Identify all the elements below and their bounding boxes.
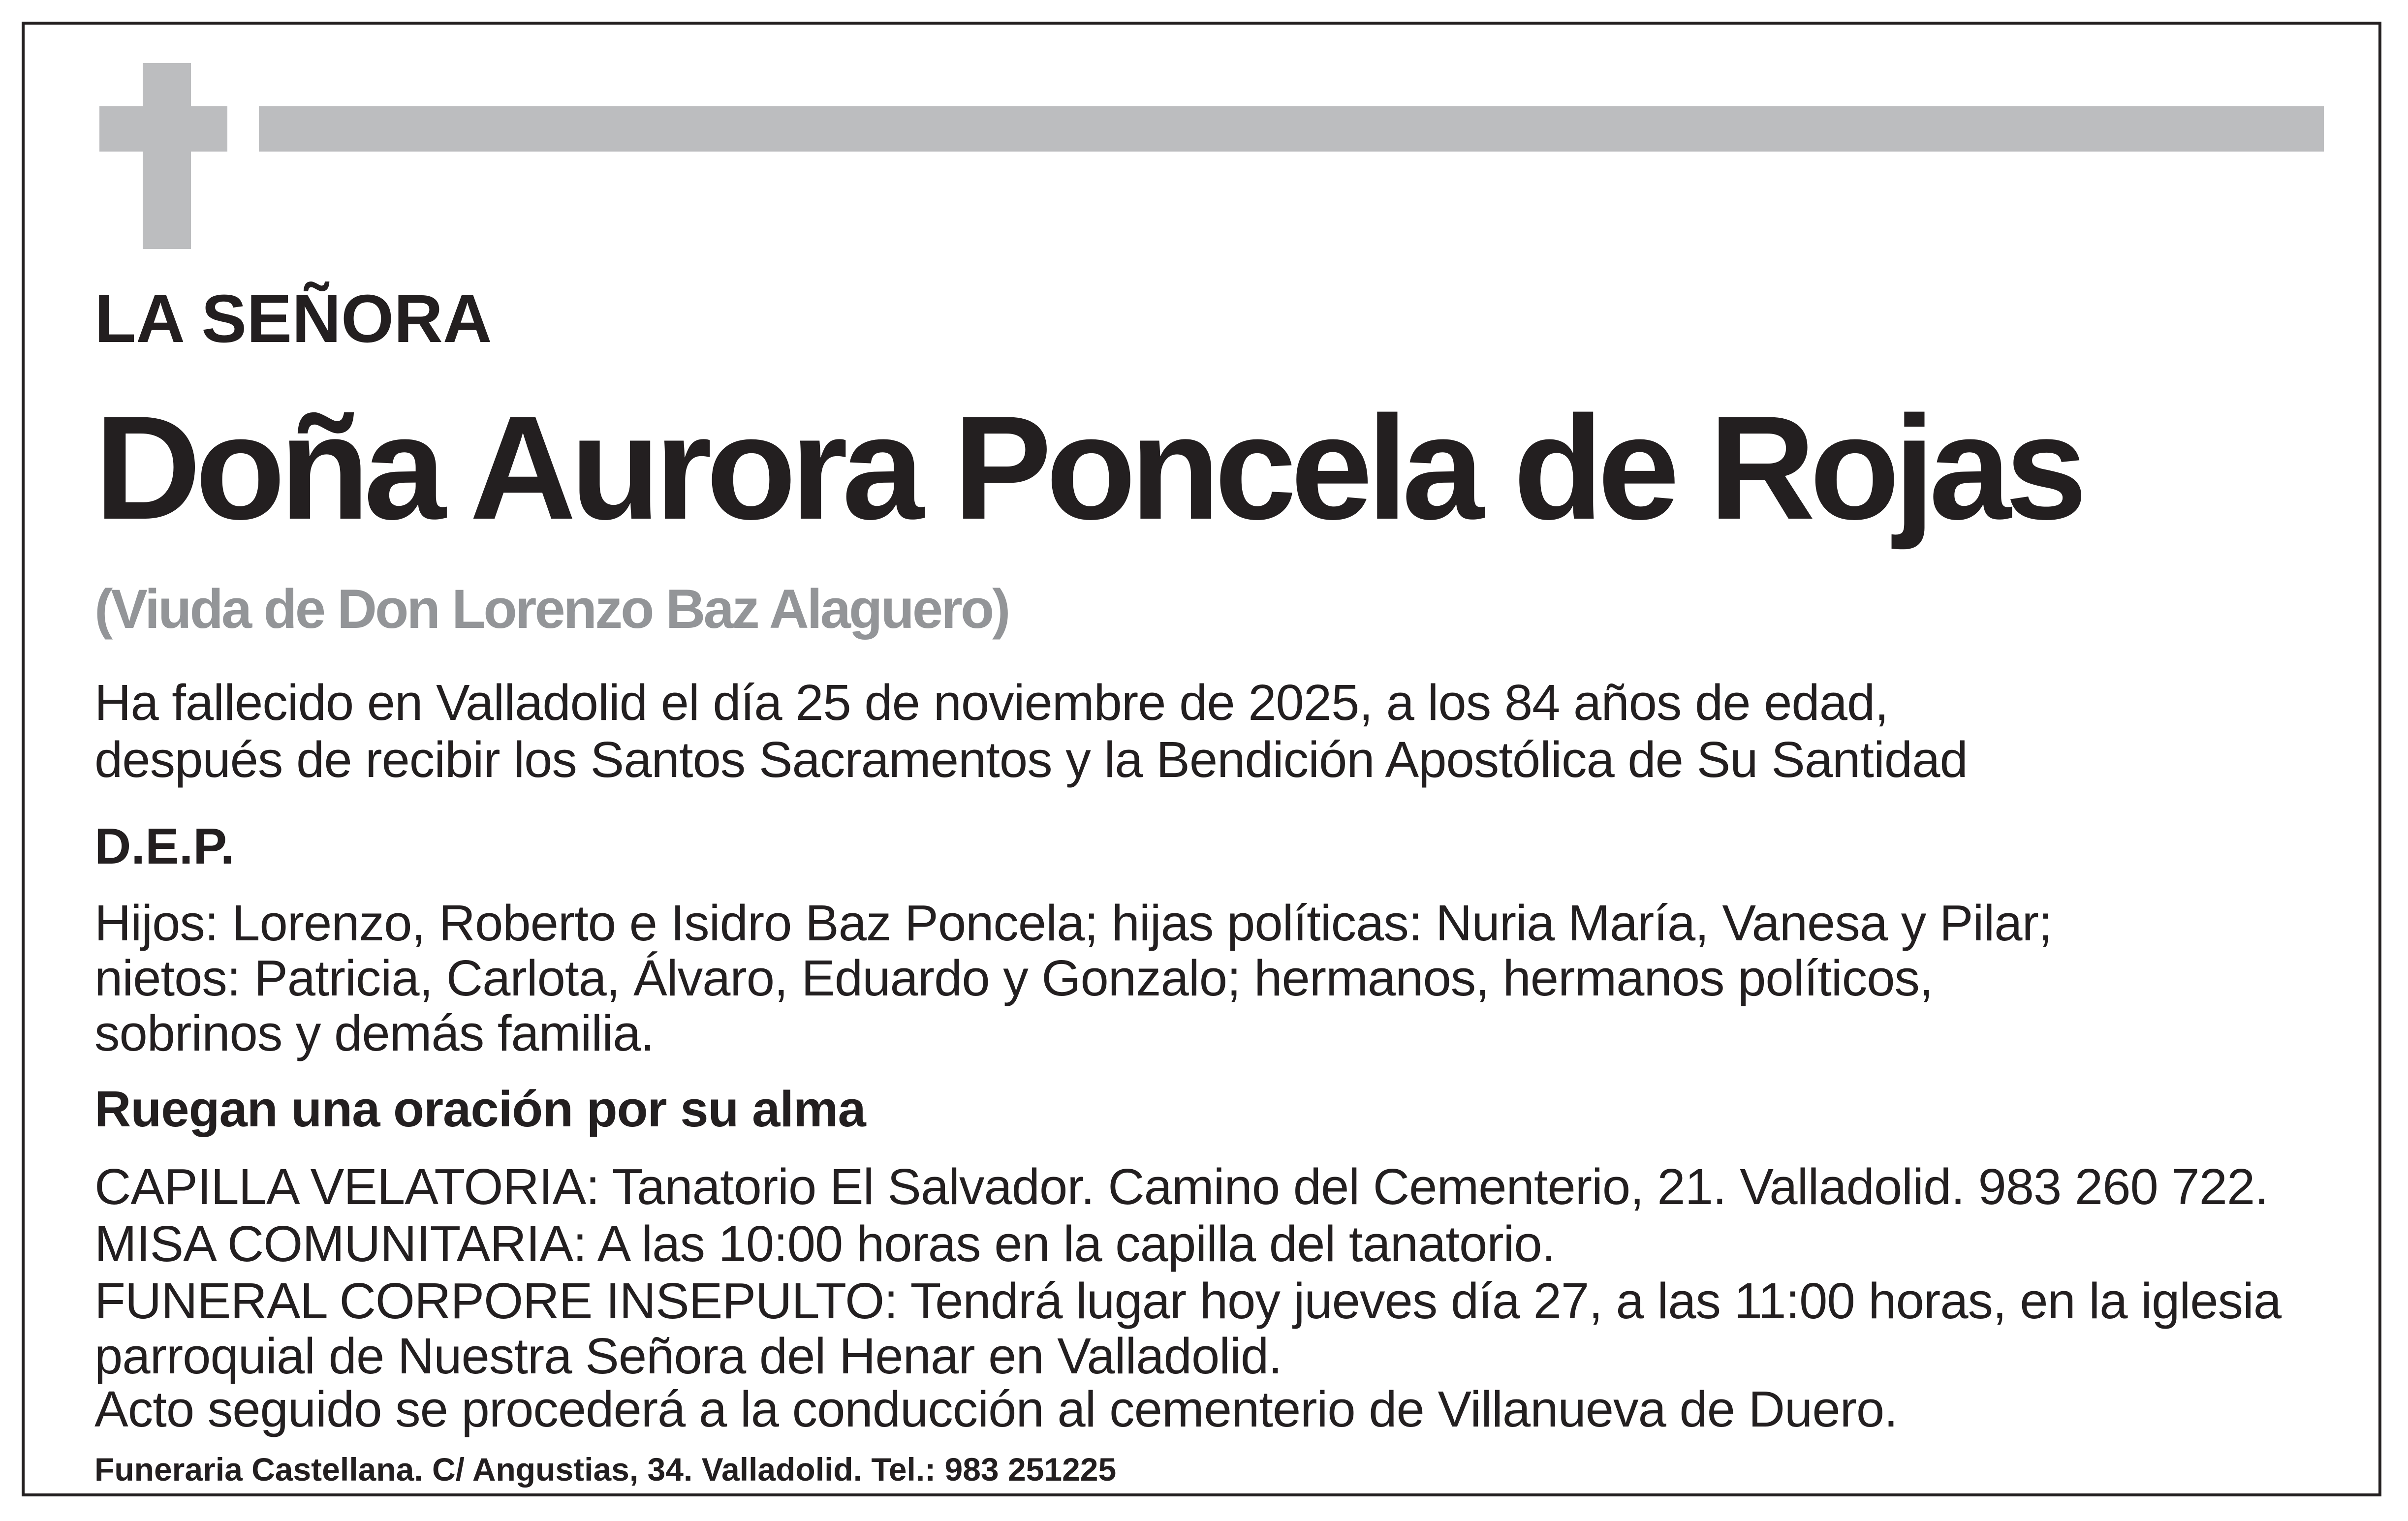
dep-label: D.E.P.	[94, 818, 235, 874]
details-line-3: FUNERAL CORPORE INSEPULTO: Tendrá lugar hoy jueves día 27, a las 11:00 horas, en la iglesia	[94, 1273, 2282, 1329]
details-line-4: parroquial de Nuestra Señora del Henar en Valladolid.	[94, 1328, 1282, 1384]
family-line-3: sobrinos y demás familia.	[94, 1005, 655, 1061]
details-line-5: Acto seguido se procederá a la conducción al cementerio de Villanueva de Duero.	[94, 1381, 1898, 1437]
details-line-1: CAPILLA VELATORIA: Tanatorio El Salvador. Camino del Cementerio, 21. Valladolid. 983 260 722.	[94, 1158, 2268, 1215]
announcement-line-1: Ha fallecido en Valladolid el día 25 de noviembre de 2025, a los 84 años de edad,	[94, 674, 1888, 731]
prayer-request: Ruegan una oración por su alma	[94, 1081, 866, 1137]
announcement-line-2: después de recibir los Santos Sacramentos y la Bendición Apostólica de Su Santidad	[94, 731, 1968, 788]
cross-horizontal-bar	[99, 106, 227, 152]
title-prefix: LA SEÑORA	[94, 281, 492, 357]
family-line-1: Hijos: Lorenzo, Roberto e Isidro Baz Poncela; hijas políticas: Nuria María, Vanesa y Pilar;	[94, 895, 2052, 951]
widow-subtitle: (Viuda de Don Lorenzo Baz Alaguero)	[94, 578, 1009, 640]
funeral-home-footer: Funeraria Castellana. C/ Angustias, 34. Valladolid. Tel.: 983 251225	[94, 1451, 1117, 1488]
details-line-2: MISA COMUNITARIA: A las 10:00 horas en la capilla del tanatorio.	[94, 1215, 1556, 1272]
cross-vertical-bar	[143, 63, 191, 249]
deceased-name: Doña Aurora Poncela de Rojas	[94, 385, 2082, 550]
header-rule	[259, 106, 2324, 152]
family-line-2: nietos: Patricia, Carlota, Álvaro, Eduardo y Gonzalo; hermanos, hermanos políticos,	[94, 950, 1933, 1006]
